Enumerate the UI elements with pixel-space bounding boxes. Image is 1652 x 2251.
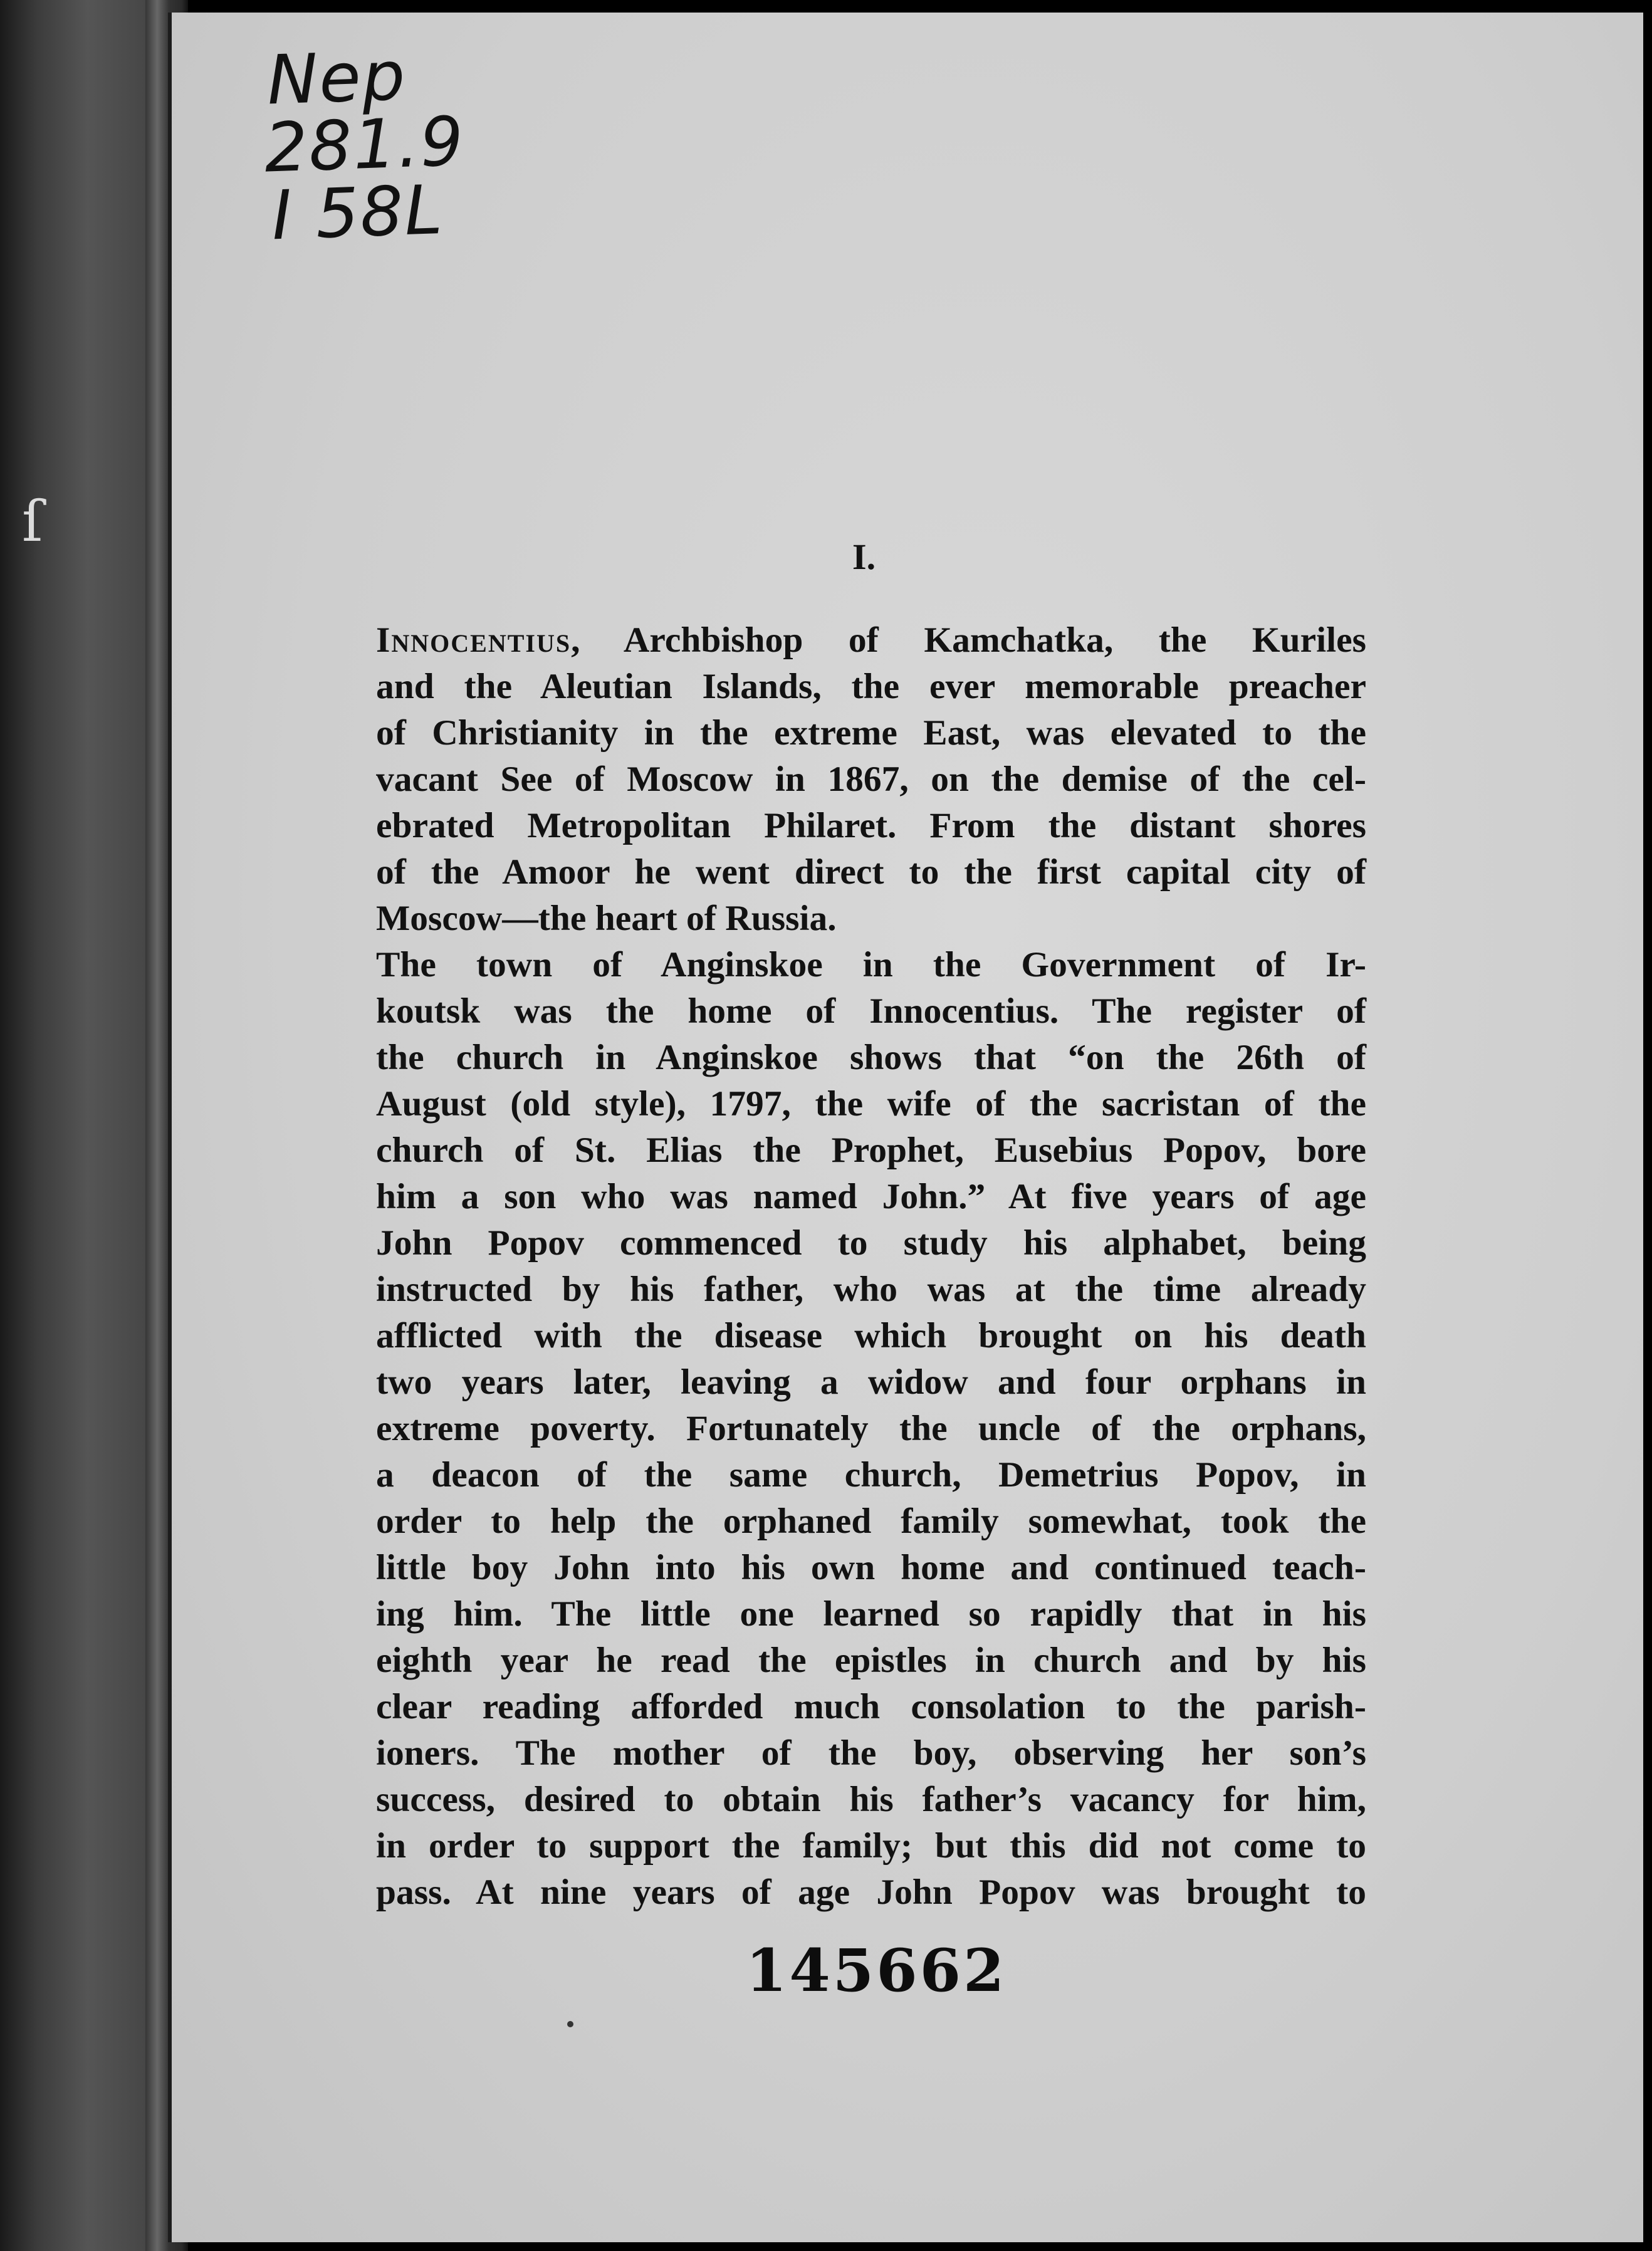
paragraph-2-line: pass. At nine years of age John Popov was brought to	[376, 1872, 1366, 1912]
paragraph-2-line: order to help the orphaned family somewhat, took the	[376, 1502, 1366, 1541]
margin-mark: ſ	[22, 489, 43, 555]
paragraph-2-line: a deacon of the same church, Demetrius Popov, in	[376, 1455, 1366, 1495]
paragraph-1-line: ebrated Metropolitan Philaret. From the distant shores	[376, 806, 1366, 845]
page-edge	[145, 0, 169, 2251]
paragraph-2-line: instructed by his father, who was at the time already	[376, 1270, 1366, 1309]
paragraph-2-line: ioners. The mother of the boy, observing her son’s	[376, 1733, 1366, 1773]
paragraph-2-line: two years later, leaving a widow and four orphans in	[376, 1362, 1366, 1402]
paragraph-1-line: vacant See of Moscow in 1867, on the demise of the cel-	[376, 760, 1366, 799]
accession-number: 145662	[746, 1936, 1007, 2005]
paragraph-2-line: The town of Anginskoe in the Government of Ir-	[376, 945, 1366, 984]
call-number-line-1: Nep	[266, 36, 408, 120]
call-number-line-2: 281.9	[263, 102, 466, 188]
paragraph-2-line: clear reading afforded much consolation to the parish-	[376, 1687, 1366, 1726]
ink-speck	[567, 2021, 573, 2027]
paragraph-1-line: and the Aleutian Islands, the ever memorable preacher	[376, 667, 1366, 706]
paragraph-1-line: of the Amoor he went direct to the first capital city of	[376, 852, 1366, 892]
paragraph-2-line: him a son who was named John.” At five years of age	[376, 1177, 1366, 1216]
paragraph-2-line: koutsk was the home of Innocentius. The register of	[376, 991, 1366, 1031]
paragraph-2-line: church of St. Elias the Prophet, Eusebius Popov, bore	[376, 1131, 1366, 1170]
paragraph-2-line: August (old style), 1797, the wife of the sacristan of the	[376, 1084, 1366, 1124]
paragraph-1-line: of Christianity in the extreme East, was elevated to the	[376, 713, 1366, 753]
paragraph-1-line: Moscow—the heart of Russia.	[376, 899, 837, 938]
paragraph-1-line-1	[376, 617, 1366, 664]
paragraph-2-line: extreme poverty. Fortunately the uncle of the orphans,	[376, 1409, 1366, 1448]
paragraph-2-line: in order to support the family; but this did not come to	[376, 1826, 1366, 1866]
paragraph-2-line: little boy John into his own home and continued teach-	[376, 1548, 1366, 1587]
call-number	[263, 36, 468, 256]
lead-name: Innocentius	[376, 620, 572, 660]
call-number-line-3: I 58L	[270, 170, 445, 256]
section-heading: I.	[852, 536, 876, 577]
paragraph-2-line: eighth year he read the epistles in church and by his	[376, 1641, 1366, 1680]
paragraph-2-line: ing him. The little one learned so rapidly that in his	[376, 1594, 1366, 1634]
body-text	[376, 617, 1366, 1916]
paragraph-2-line: the church in Anginskoe shows that “on the 26th of	[376, 1038, 1366, 1077]
paragraph-2-line: afflicted with the disease which brought on his death	[376, 1316, 1366, 1355]
paragraph-2-line: success, desired to obtain his father’s vacancy for him,	[376, 1780, 1366, 1819]
paragraph-1-line-1-rest: , Archbishop of Kamchatka, the Kuriles	[571, 620, 1366, 660]
paragraph-2-line: John Popov commenced to study his alphabet, being	[376, 1223, 1366, 1263]
